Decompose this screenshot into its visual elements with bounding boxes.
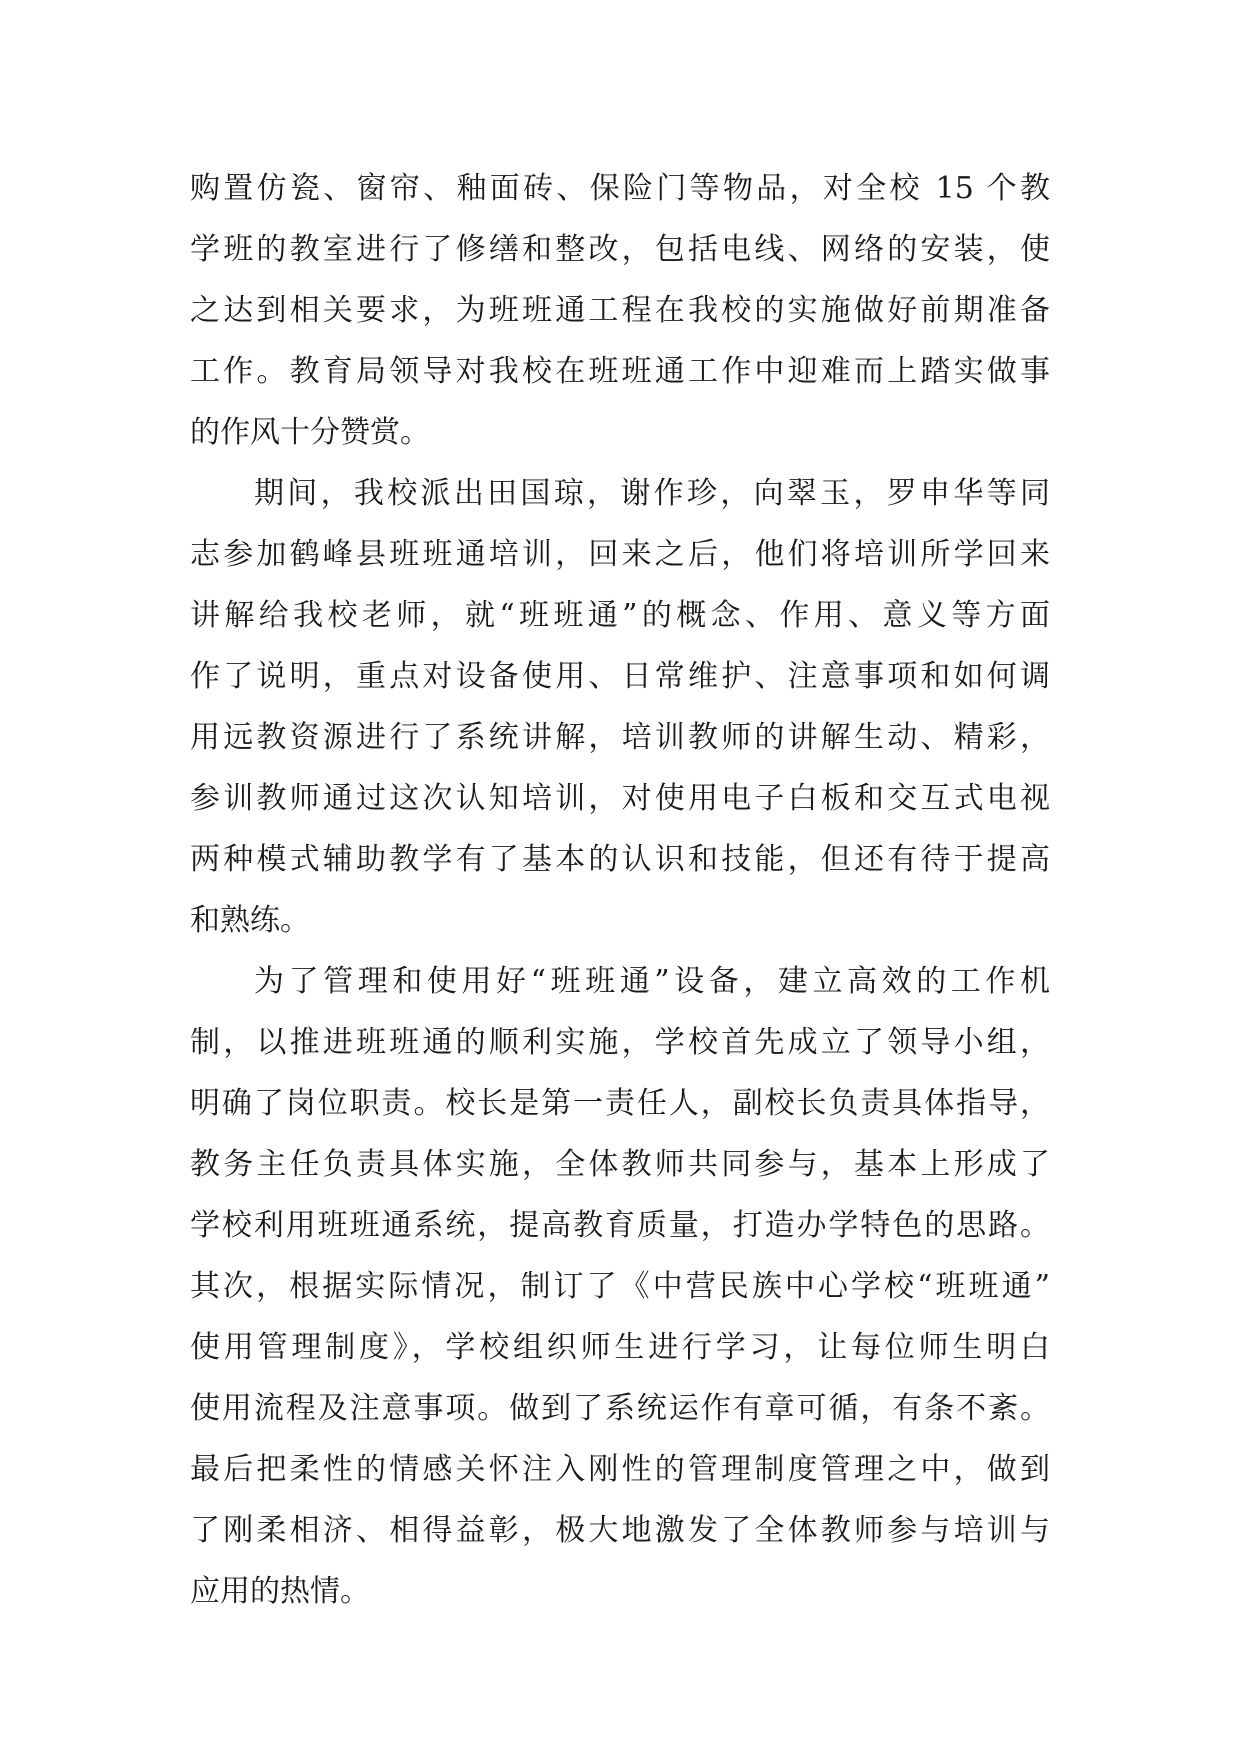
text-line: 讲解给我校老师，就“班班通”的概念、作用、意义等方面 xyxy=(190,598,1050,633)
text-line: 之达到相关要求，为班班通工程在我校的实施做好前期准备 xyxy=(190,293,1050,328)
text-line: 参训教师通过这次认知培训，对使用电子白板和交互式电视 xyxy=(190,781,1050,816)
text-line: 期间，我校派出田国琼，谢作珍，向翠玉，罗申华等同 xyxy=(254,476,1050,511)
text-line: 使用管理制度》，学校组织师生进行学习，让每位师生明白 xyxy=(190,1330,1050,1365)
text-line: 教务主任负责具体实施，全体教师共同参与，基本上形成了 xyxy=(190,1147,1050,1182)
text-line: 志参加鹤峰县班班通培训，回来之后，他们将培训所学回来 xyxy=(190,537,1050,572)
text-line: 为了管理和使用好“班班通”设备，建立高效的工作机 xyxy=(254,964,1050,999)
body-text xyxy=(190,158,1050,1622)
text-line: 学校利用班班通系统，提高教育质量，打造办学特色的思路。 xyxy=(190,1208,1050,1243)
text-line: 购置仿瓷、窗帘、釉面砖、保险门等物品，对全校 15 个教 xyxy=(190,171,1050,206)
text-line: 制，以推进班班通的顺利实施，学校首先成立了领导小组， xyxy=(190,1025,1050,1060)
text-line: 使用流程及注意事项。做到了系统运作有章可循，有条不紊。 xyxy=(190,1391,1050,1426)
text-line: 其次，根据实际情况，制订了《中营民族中心学校“班班通” xyxy=(190,1269,1050,1304)
text-line: 和熟练。 xyxy=(190,903,310,938)
text-line: 学班的教室进行了修缮和整改，包括电线、网络的安装，使 xyxy=(190,232,1050,267)
text-line: 两种模式辅助教学有了基本的认识和技能，但还有待于提高 xyxy=(190,842,1050,877)
text-line: 的作风十分赞赏。 xyxy=(190,415,430,450)
text-line: 用远教资源进行了系统讲解，培训教师的讲解生动、精彩， xyxy=(190,720,1050,755)
text-line: 应用的热情。 xyxy=(190,1574,370,1609)
text-line: 作了说明，重点对设备使用、日常维护、注意事项和如何调 xyxy=(190,659,1050,694)
text-line: 最后把柔性的情感关怀注入刚性的管理制度管理之中，做到 xyxy=(190,1452,1050,1487)
text-line: 明确了岗位职责。校长是第一责任人，副校长负责具体指导， xyxy=(190,1086,1050,1121)
text-line: 了刚柔相济、相得益彰，极大地激发了全体教师参与培训与 xyxy=(190,1513,1050,1548)
text-line: 工作。教育局领导对我校在班班通工作中迎难而上踏实做事 xyxy=(190,354,1050,389)
